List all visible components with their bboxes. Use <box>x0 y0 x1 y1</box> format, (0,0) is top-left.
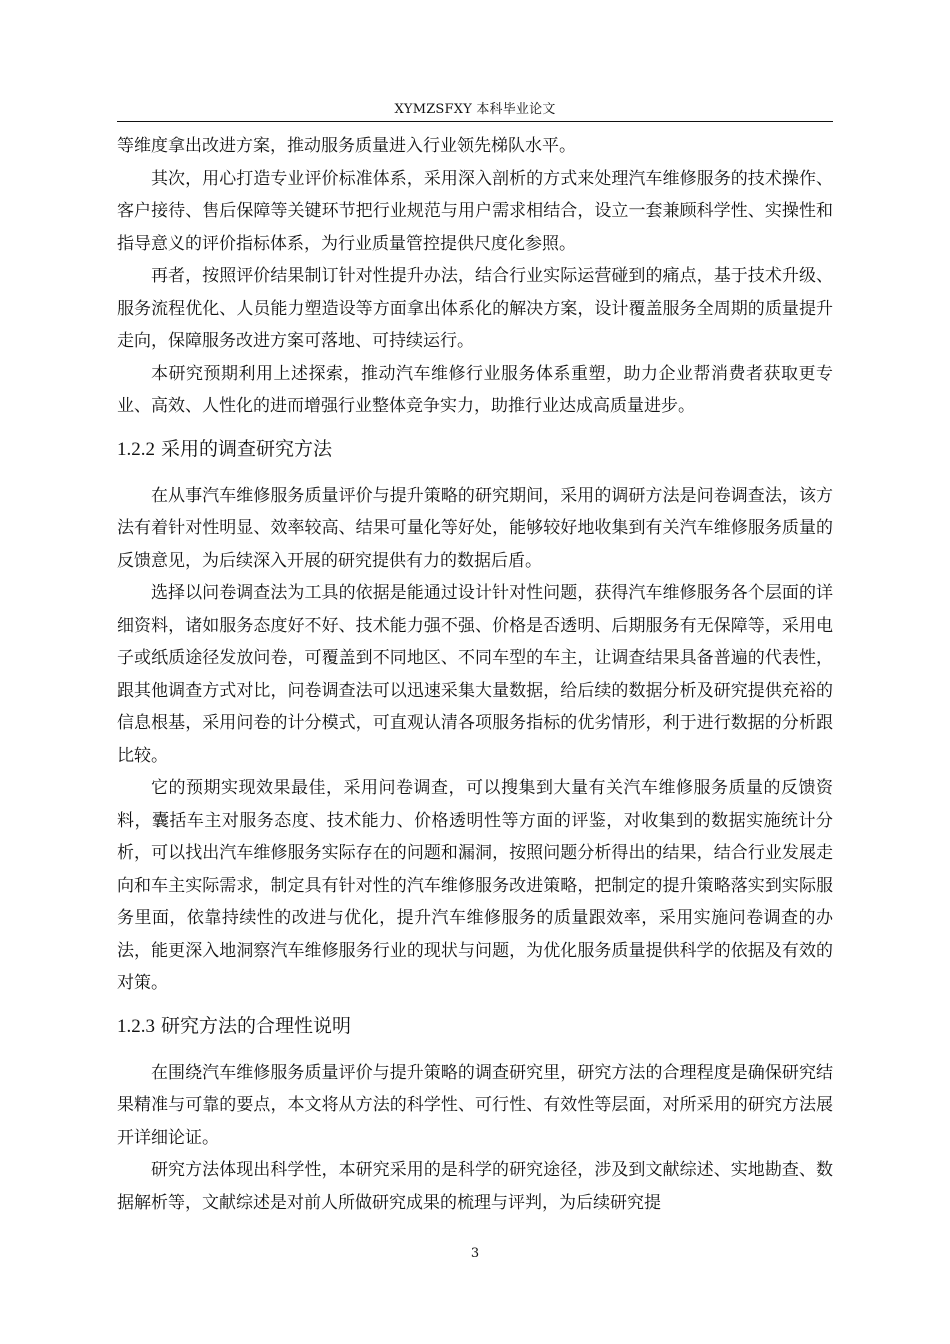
section-number: 1.2.3 <box>117 1015 155 1037</box>
section-title: 研究方法的合理性说明 <box>161 1014 352 1037</box>
running-header: XYMZSFXY 本科毕业论文 <box>394 102 556 117</box>
section-number: 1.2.2 <box>117 438 155 460</box>
page-number: 3 <box>470 1246 480 1261</box>
section-heading-1-2-2 <box>117 433 833 466</box>
paragraph: 它的预期实现效果最佳，采用问卷调查，可以搜集到大量有关汽车维修服务质量的反馈资料，囊括车主对服务态度、技术能力、价格透明性等方面的评鉴，对收集到的数据实施统计分析，可以找出汽车维修服务实际存在的问题和漏洞，按照问题分析得出的结果，结合行业发展走向和车主实际需求，制定具有针对性的汽车维修服务改进策略，把制定的提升策略落实到实际服务里面，依靠持续性的改进与优化，提升汽车维修服务的质量跟效率，采用实施问卷调查的办法，能更深入地洞察汽车维修服务行业的现状与问题，为优化服务质量提供科学的依据及有效的对策。 <box>117 778 833 993</box>
paragraph: 再者，按照评价结果制订针对性提升办法，结合行业实际运营碰到的痛点，基于技术升级、服务流程优化、人员能力塑造设等方面拿出体系化的解决方案，设计覆盖服务全周期的质量提升走向，保障服务改进方案可落地、可持续运行。 <box>117 266 833 351</box>
body-text <box>117 130 833 1219</box>
paragraph-continuation: 等维度拿出改进方案，推动服务质量进入行业领先梯队水平。 <box>117 136 576 156</box>
paragraph: 研究方法体现出科学性，本研究采用的是科学的研究途径，涉及到文献综述、实地勘查、数据解析等，文献综述是对前人所做研究成果的梳理与评判，为后续研究提 <box>117 1160 833 1213</box>
paragraph: 在从事汽车维修服务质量评价与提升策略的研究期间，采用的调研方法是问卷调查法，该方法有着针对性明显、效率较高、结果可量化等好处，能够较好地收集到有关汽车维修服务质量的反馈意见，为后续深入开展的研究提供有力的数据后盾。 <box>117 485 833 571</box>
paragraph: 在围绕汽车维修服务质量评价与提升策略的调查研究里，研究方法的合理程度是确保研究结果精准与可靠的要点，本文将从方法的科学性、可行性、有效性等层面，对所采用的研究方法展开详细论证。 <box>117 1062 833 1148</box>
section-heading-1-2-3 <box>117 1010 833 1043</box>
header-rule <box>117 121 833 122</box>
paragraph: 选择以问卷调查法为工具的依据是能通过设计针对性问题，获得汽车维修服务各个层面的详细资料，诸如服务态度好不好、技术能力强不强、价格是否透明、后期服务有无保障等，采用电子或纸质途径发放问卷，可覆盖到不同地区、不同车型的车主，让调查结果具备普遍的代表性，跟其他调查方式对比，问卷调查法可以迅速采集大量数据，给后续的数据分析及研究提供充裕的信息根基，采用问卷的计分模式，可直观认清各项服务指标的优劣情形，利于进行数据的分析跟比较。 <box>117 583 833 766</box>
section-title: 采用的调查研究方法 <box>161 437 333 460</box>
paragraph: 其次，用心打造专业评价标准体系，采用深入剖析的方式来处理汽车维修服务的技术操作、客户接待、售后保障等关键环节把行业规范与用户需求相结合，设立一套兼顾科学性、实操性和指导意义的评价指标体系，为行业质量管控提供尺度化参照。 <box>117 168 833 254</box>
paragraph: 本研究预期利用上述探索，推动汽车维修行业服务体系重塑，助力企业帮消费者获取更专业、高效、人性化的进而增强行业整体竞争实力，助推行业达成高质量进步。 <box>117 363 833 416</box>
